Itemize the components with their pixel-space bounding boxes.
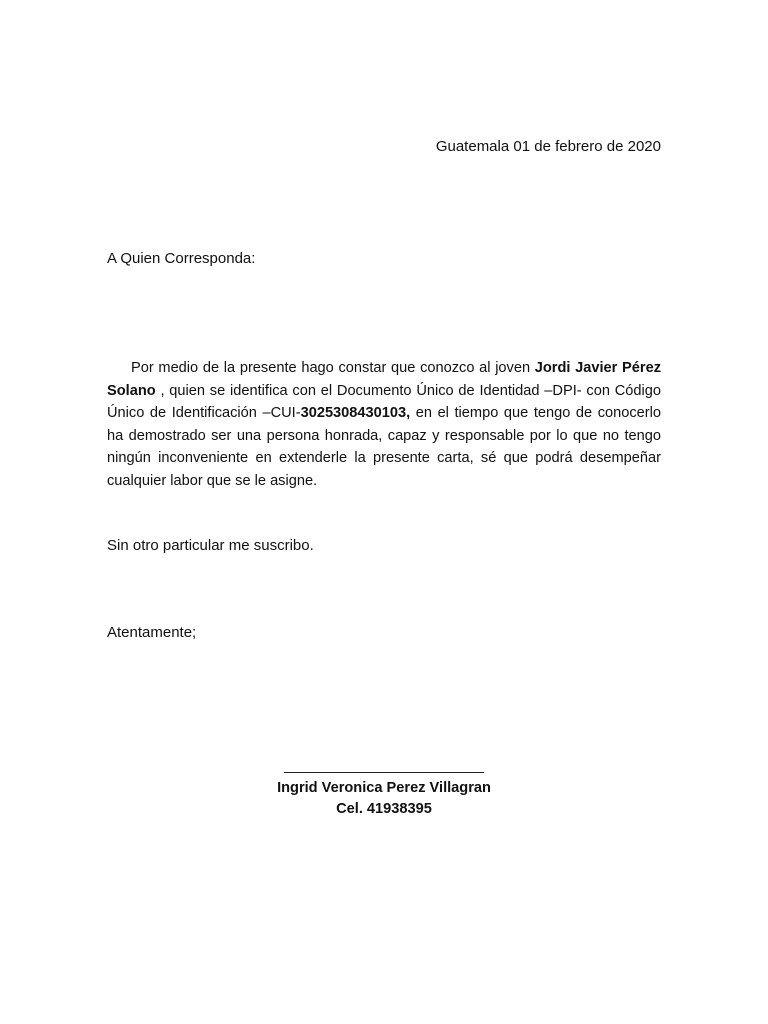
signer-phone: Cel. 41938395 (336, 801, 432, 817)
date-line: Guatemala 01 de febrero de 2020 (435, 138, 661, 155)
body-paragraph (107, 357, 661, 493)
cui-number: 3025308430103, (300, 405, 411, 422)
body-text-part-1: Por medio de la presente hago constar que conozco al joven (131, 360, 535, 376)
person-name: Jordi Javier Pérez Solano (107, 360, 661, 399)
salutation: A Quien Corresponda: (107, 250, 256, 267)
signature-block (184, 755, 584, 820)
signer-name: Ingrid Veronica Perez Villagran (277, 780, 491, 796)
sign-off: Atentamente; (107, 624, 197, 641)
body-text-part-3: en el tiempo que tengo de conocerlo ha demostrado ser una persona honrada, capaz y responsable por lo que no tengo ningún inconveniente en extenderle la presente carta, sé que podrá desempeñar cualquier labor que se le asigne. (107, 405, 662, 489)
closing-line: Sin otro particular me suscribo. (107, 537, 314, 554)
body-text-part-2: , quien se identifica con el Documento Único de Identidad –DPI- con Código Único de Identificación –CUI- (107, 382, 661, 422)
signature-line (284, 755, 484, 773)
